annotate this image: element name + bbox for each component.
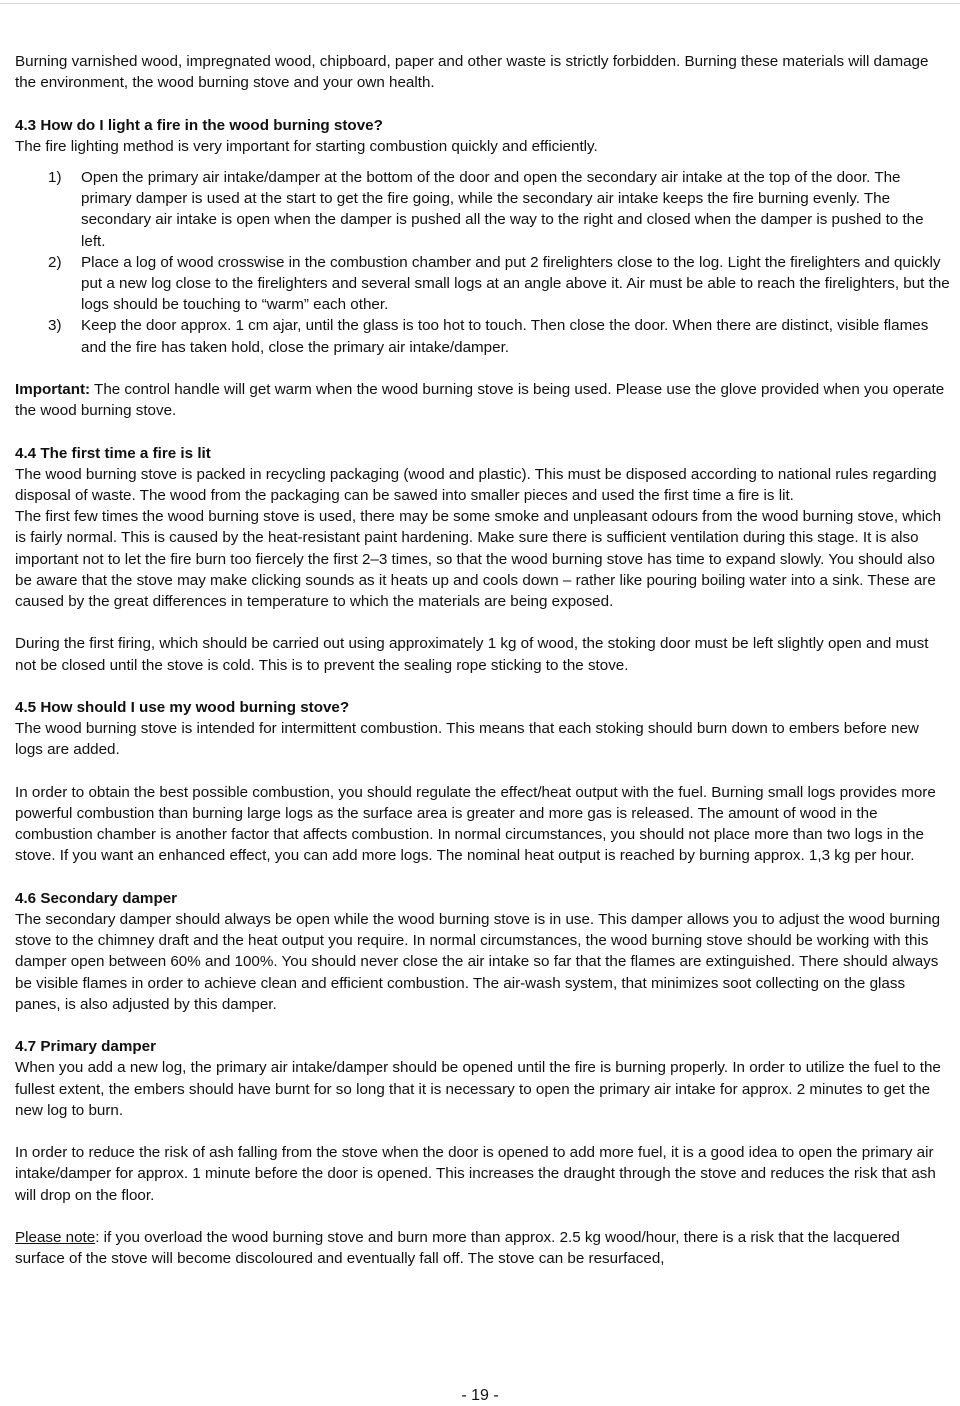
document-page [15, 51, 950, 1269]
lighting-steps-list [15, 167, 950, 358]
page-number: - 19 - [461, 1387, 499, 1404]
please-note-text: : if you overload the wood burning stove and burn more than approx. 2.5 kg wood/hour, there is a risk that the lacquered surface of the stove will become discoloured and eventually fall off. The stove can be resurfaced, [15, 1229, 900, 1268]
section-4-5-heading: 4.5 How should I use my wood burning stove? [15, 699, 350, 717]
section-4-4-heading: 4.4 The first time a fire is lit [15, 444, 211, 462]
list-item [15, 315, 950, 357]
section-4-3-text: The fire lighting method is very important for starting combustion quickly and efficiently. [15, 137, 598, 155]
intro-paragraph: Burning varnished wood, impregnated wood, chipboard, paper and other waste is strictly forbidden. Burning these materials will damage the environment, the wood burning stove and your own health. [15, 53, 929, 92]
section-4-7-paragraph-1: When you add a new log, the primary air intake/damper should be opened until the fire is burning properly. In order to utilize the fuel to the fullest extent, the embers should have burnt for so long that it is necessary to open the primary air intake for approx. 2 minutes to get the new log to burn. [15, 1059, 941, 1119]
list-item [15, 167, 950, 252]
please-note-paragraph [15, 1227, 950, 1269]
please-note-label: Please note [15, 1229, 96, 1247]
step-number: 2) [48, 253, 62, 271]
step-text: Keep the door approx. 1 cm ajar, until the glass is too hot to touch. Then close the door. When there are distinct, visible flames and the fire has taken hold, close the primary air intake/damper. [81, 317, 929, 356]
step-text: Open the primary air intake/damper at the bottom of the door and open the secondary air intake at the top of the door. The primary damper is used at the start to get the fire going, while the secondary air intake keeps the fire burning evenly. The secondary air intake is open when the damper is pushed all the way to the right and closed when the damper is pushed to the left. [81, 169, 924, 250]
important-text: The control handle will get warm when the wood burning stove is being used. Please use the glove provided when you operate the wood burning stove. [15, 381, 945, 420]
important-note [15, 379, 950, 421]
section-4-4-paragraph-3: During the first firing, which should be carried out using approximately 1 kg of wood, the stoking door must be left slightly open and must not be closed until the stove is cold. This is to prevent the sealing rope sticking to the stove. [15, 635, 929, 674]
section-4-7-heading: 4.7 Primary damper [15, 1038, 156, 1056]
section-4-3-heading: 4.3 How do I light a fire in the wood burning stove? [15, 116, 383, 134]
step-number: 3) [48, 317, 62, 335]
section-4-6-heading: 4.6 Secondary damper [15, 889, 178, 907]
top-rule [0, 3, 960, 4]
section-4-5-paragraph-2: In order to obtain the best possible combustion, you should regulate the effect/heat output with the fuel. Burning small logs provides more powerful combustion than burning large logs as the surface area is greater and more gas is released. The amount of wood in the combustion chamber is another factor that affects combustion. In normal circumstances, you should not place more than two logs in the stove. If you want an enhanced effect, you can add more logs. The nominal heat output is reached by burning approx. 1,3 kg per hour. [15, 783, 936, 865]
list-item [15, 252, 950, 316]
step-number: 1) [48, 169, 62, 186]
section-4-4-paragraph-1: The wood burning stove is packed in recycling packaging (wood and plastic). This must be disposed according to national rules regarding disposal of waste. The wood from the packaging can be sawed into smaller pieces and used the first time a fire is lit. [15, 465, 937, 505]
step-text: Place a log of wood crosswise in the combustion chamber and put 2 firelighters close to the log. Light the firelighters and quickly put a new log close to the firelighters and several small logs at an angle above it. Air must be able to reach the firelighters, but the logs should be touching to “warm” each other. [81, 253, 950, 314]
important-label: Important: [15, 381, 91, 399]
section-4-4-paragraph-2: The first few times the wood burning stove is used, there may be some smoke and unpleasant odours from the wood burning stove, which is fairly normal. This is caused by the heat-resistant paint hardening. Make sure there is sufficient ventilation during this stage. It is also important not to let the fire burn too fiercely the first 2–3 times, so that the wood burning stove has time to expand slowly. You should also be aware that the stove may make clicking sounds as it heats up and cools down – rather like pouring boiling water into a sink. These are caused by the great differences in temperature to which the materials are being exposed. [15, 508, 942, 611]
section-4-6-paragraph-1: The secondary damper should always be open while the wood burning stove is in use. This damper allows you to adjust the wood burning stove to the chimney draft and the heat output you require. In normal circumstances, the wood burning stove should be working with this damper open between 60% and 100%. You should never close the air intake so far that the flames are extinguished. There should always be visible flames in order to achieve clean and efficient combustion. The air-wash system, that minimizes soot collecting on the glass panes, is also adjusted by this damper. [15, 911, 941, 1013]
section-4-5-paragraph-1: The wood burning stove is intended for intermittent combustion. This means that each stoking should burn down to embers before new logs are added. [15, 720, 919, 759]
section-4-7-paragraph-2: In order to reduce the risk of ash falling from the stove when the door is opened to add more fuel, it is a good idea to open the primary air intake/damper for approx. 1 minute before the door is opened. This increases the draught through the stove and reduces the risk that ash will drop on the floor. [15, 1144, 936, 1204]
